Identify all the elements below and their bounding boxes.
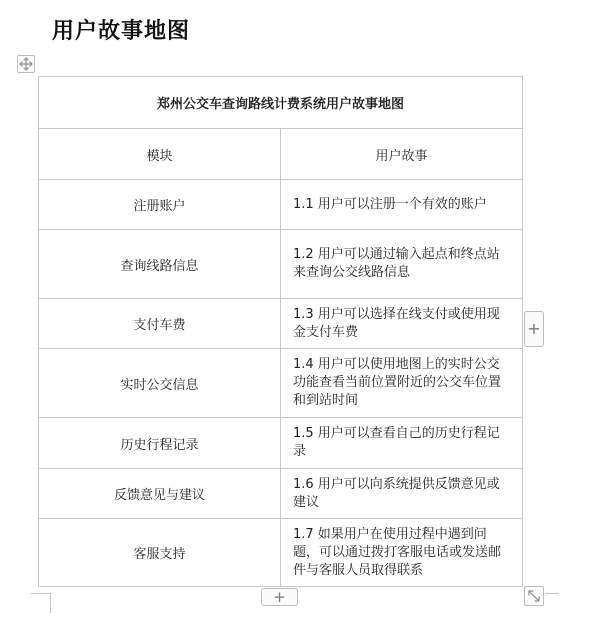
table-move-handle[interactable] bbox=[17, 55, 35, 73]
margin-corner-mark bbox=[546, 593, 558, 594]
header-user-story[interactable]: 用户故事 bbox=[281, 129, 523, 180]
table-row bbox=[39, 418, 523, 469]
module-cell[interactable]: 实时公交信息 bbox=[39, 349, 281, 418]
user-story-table bbox=[38, 76, 523, 587]
module-cell[interactable]: 历史行程记录 bbox=[39, 418, 281, 469]
story-cell[interactable]: 1.3 用户可以选择在线支付或使用现金支付车费 bbox=[281, 299, 523, 349]
table-header-row bbox=[39, 129, 523, 180]
story-cell[interactable]: 1.1 用户可以注册一个有效的账户 bbox=[281, 180, 523, 230]
move-arrows-icon bbox=[18, 56, 34, 72]
page-title: 用户故事地图 bbox=[52, 19, 191, 44]
module-cell[interactable]: 注册账户 bbox=[39, 180, 281, 230]
story-cell[interactable]: 1.6 用户可以向系统提供反馈意见或建议 bbox=[281, 469, 523, 519]
header-module[interactable]: 模块 bbox=[39, 129, 281, 180]
table-caption[interactable]: 郑州公交车查询路线计费系统用户故事地图 bbox=[39, 77, 523, 129]
table-row bbox=[39, 349, 523, 418]
margin-corner-mark bbox=[50, 593, 51, 613]
table-row bbox=[39, 469, 523, 519]
margin-corner-mark bbox=[31, 593, 51, 594]
module-cell[interactable]: 查询线路信息 bbox=[39, 230, 281, 299]
story-cell[interactable]: 1.5 用户可以查看自己的历史行程记录 bbox=[281, 418, 523, 469]
add-row-button[interactable]: + bbox=[261, 588, 298, 606]
resize-diagonal-icon bbox=[525, 587, 543, 605]
module-cell[interactable]: 支付车费 bbox=[39, 299, 281, 349]
module-cell[interactable]: 客服支持 bbox=[39, 519, 281, 587]
story-cell[interactable]: 1.2 用户可以通过输入起点和终点站来查询公交线路信息 bbox=[281, 230, 523, 299]
table-row bbox=[39, 230, 523, 299]
table-row bbox=[39, 180, 523, 230]
story-cell[interactable]: 1.7 如果用户在使用过程中遇到问题，可以通过拨打客服电话或发送邮件与客服人员取得联系 bbox=[281, 519, 523, 587]
table-caption-row bbox=[39, 77, 523, 129]
add-column-button[interactable]: + bbox=[524, 311, 544, 347]
table-row bbox=[39, 519, 523, 587]
table-row bbox=[39, 299, 523, 349]
module-cell[interactable]: 反馈意见与建议 bbox=[39, 469, 281, 519]
table-resize-handle[interactable] bbox=[524, 586, 544, 606]
story-cell[interactable]: 1.4 用户可以使用地图上的实时公交功能查看当前位置附近的公交车位置和到站时间 bbox=[281, 349, 523, 418]
